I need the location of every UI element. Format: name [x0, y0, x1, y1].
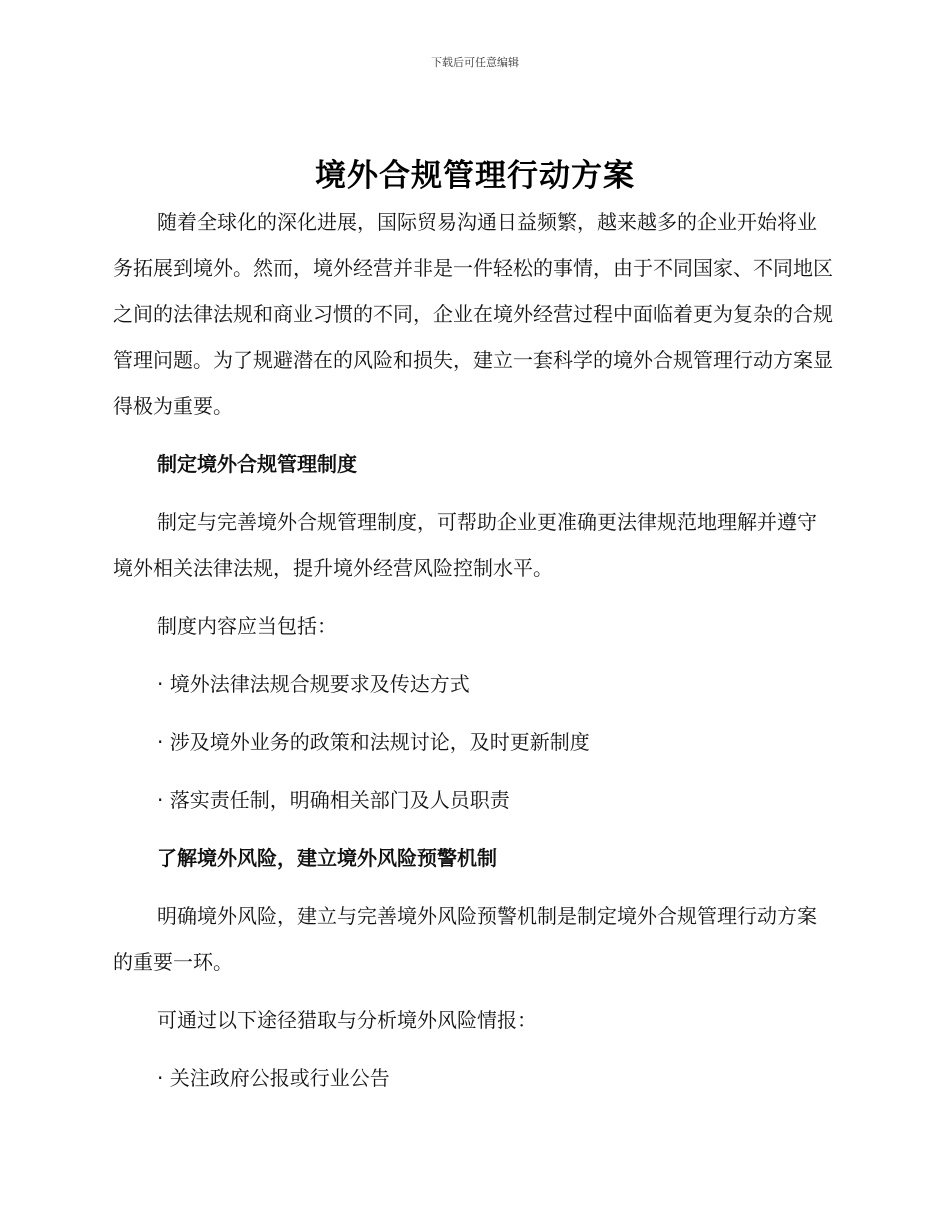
- section-2-heading: 了解境外风险，建立境外风险预警机制: [157, 846, 497, 870]
- section-1-heading: 制定境外合规管理制度: [157, 452, 357, 476]
- section-2-lead: 可通过以下途径猎取与分析境外风险情报：: [157, 1008, 537, 1032]
- header-note: 下载后可任意编辑: [431, 56, 519, 69]
- intro-paragraph: 随着全球化的深化进展，国际贸易沟通日益频繁，越来越多的企业开始将业务拓展到境外。然而，境外经营并非是一件轻松的事情，由于不同国家、不同地区之间的法律法规和商业习惯的不同，企业在境外经营过程中面临着更为复杂的合规管理问题。为了规避潜在的风险和损失，建立一套科学的境外合规管理行动方案显得极为重要。: [113, 210, 833, 418]
- section-2-bullet-1: · 关注政府公报或行业公告: [157, 1066, 390, 1090]
- section-1-bullet-2: · 涉及境外业务的政策和法规讨论，及时更新制度: [157, 730, 590, 754]
- section-1-bullet-3: · 落实责任制，明确相关部门及人员职责: [157, 788, 510, 812]
- document-title: 境外合规管理行动方案: [315, 158, 635, 194]
- document-body: [113, 199, 833, 1113]
- section-1-body: 制定与完善境外合规管理制度，可帮助企业更准确更法律规范地理解并遵守境外相关法律法规，提升境外经营风险控制水平。: [113, 510, 817, 580]
- section-1-bullet-1: · 境外法律法规合规要求及传达方式: [157, 672, 470, 696]
- section-1-lead: 制度内容应当包括：: [157, 614, 337, 638]
- section-2-body: 明确境外风险，建立与完善境外风险预警机制是制定境外合规管理行动方案的重要一环。: [113, 904, 817, 974]
